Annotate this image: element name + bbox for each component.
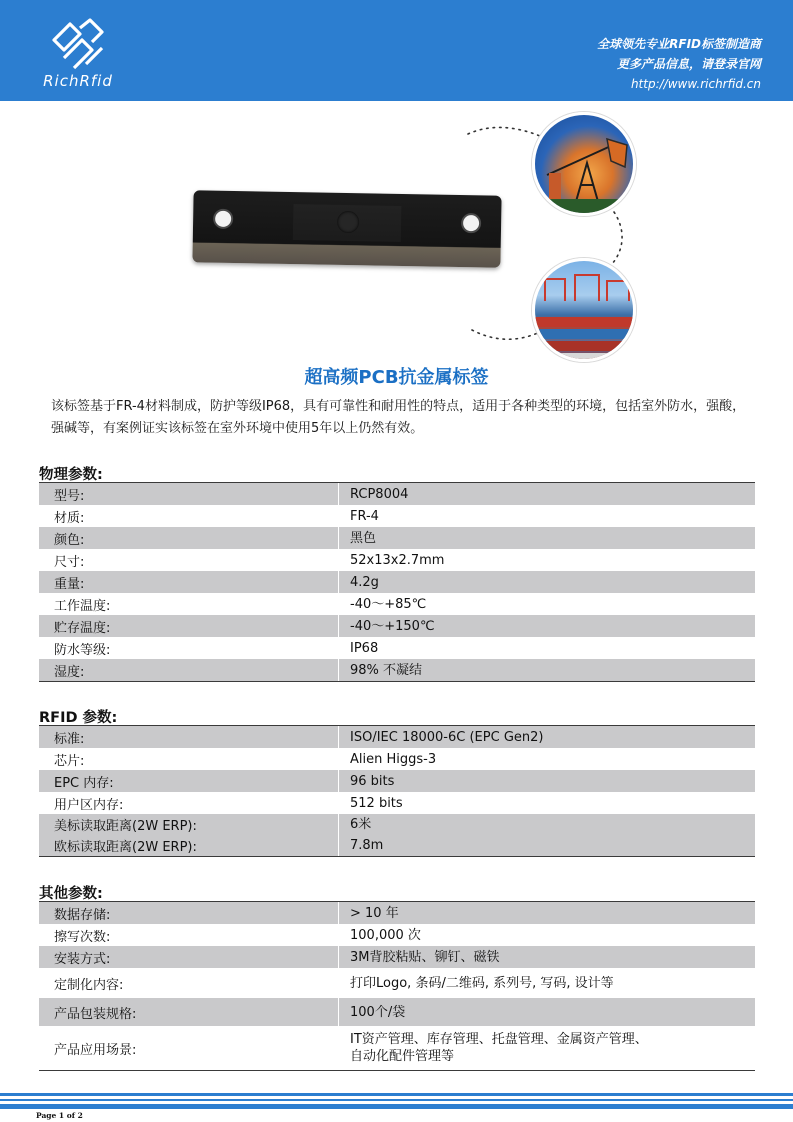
table-row (39, 571, 755, 593)
row-key: 型号: (39, 483, 339, 505)
footer-lines (0, 1093, 793, 1109)
row-key: 颜色: (39, 527, 339, 549)
row-key: 欧标读取距离(2W ERP): (39, 834, 339, 856)
table-row (39, 814, 755, 834)
row-value: -40～+85℃ (350, 596, 427, 612)
row-value (339, 1026, 755, 1070)
physical-heading: 物理参数: (39, 467, 103, 483)
row-key: EPC 内存: (39, 770, 339, 792)
row-key: 材质: (39, 505, 339, 527)
row-key: 防水等级: (39, 637, 339, 659)
row-key: 数据存储: (39, 902, 339, 924)
row-value: 100,000 次 (350, 927, 421, 943)
table-row (39, 924, 755, 946)
header-slogan: 全球领先专业RFID标签制造商 (597, 37, 761, 51)
table-row (39, 549, 755, 571)
row-value: 98% 不凝结 (350, 662, 423, 678)
row-key: 美标读取距离(2W ERP): (39, 814, 339, 834)
table-row (39, 792, 755, 814)
logo-text: RichRfid (43, 72, 113, 90)
row-value: 3M背胶粘贴、铆钉、磁铁 (350, 949, 500, 965)
row-key: 工作温度: (39, 593, 339, 615)
product-title: 超高频PCB抗金属标签 (304, 367, 489, 388)
table-row (39, 770, 755, 792)
row-key: 芯片: (39, 748, 339, 770)
row-value: 100个/袋 (350, 1004, 406, 1020)
table-row (39, 615, 755, 637)
row-key: 安装方式: (39, 946, 339, 968)
row-value: 7.8m (350, 837, 384, 853)
row-key: 重量: (39, 571, 339, 593)
port-containers-photo (532, 258, 636, 362)
row-value: > 10 年 (350, 905, 399, 921)
table-row (39, 902, 755, 924)
rfid-table (39, 725, 755, 857)
page-number: Page 1 of 2 (36, 1111, 83, 1120)
row-value: 6米 (350, 816, 372, 832)
row-key: 用户区内存: (39, 792, 339, 814)
table-row (39, 726, 755, 748)
header-more-info: 更多产品信息，请登录官网 (616, 57, 761, 71)
row-value-line: IT资产管理、库存管理、托盘管理、金属资产管理、 (350, 1032, 648, 1047)
table-row (39, 637, 755, 659)
row-key: 产品应用场景: (39, 1026, 339, 1070)
table-row (39, 483, 755, 505)
row-key: 定制化内容: (39, 968, 339, 998)
row-value: 52x13x2.7mm (350, 552, 445, 568)
other-table (39, 901, 755, 1071)
row-value: 打印Logo, 条码/二维码, 系列号, 写码, 设计等 (350, 975, 614, 991)
other-heading: 其他参数: (39, 886, 103, 902)
rfid-heading: RFID 参数: (39, 710, 118, 726)
row-value-line: 自动化配件管理等 (350, 1049, 455, 1064)
tag-hole-right (461, 213, 481, 233)
row-value: 512 bits (350, 795, 403, 811)
table-row (39, 527, 755, 549)
oil-pump-photo (532, 112, 636, 216)
row-key: 标准: (39, 726, 339, 748)
row-value: Alien Higgs-3 (350, 751, 437, 767)
row-value: ISO/IEC 18000-6C (EPC Gen2) (350, 729, 544, 745)
table-row (39, 968, 755, 998)
row-key: 产品包装规格: (39, 998, 339, 1026)
header-url[interactable]: http://www.richrfid.cn (630, 77, 761, 91)
row-value: IP68 (350, 640, 379, 656)
product-description: 该标签基于FR-4材料制成，防护等级IP68，具有可靠性和耐用性的特点，适用于各种类型的环境，包括室外防水，强酸，强碱等，有案例证实该标签在室外环境中使用5年以上仍然有效。 (51, 399, 746, 436)
table-row (39, 998, 755, 1026)
table-row (39, 946, 755, 968)
table-row (39, 748, 755, 770)
product-tag-image (192, 190, 501, 267)
dotted-connector (0, 0, 793, 360)
table-row (39, 1026, 755, 1070)
physical-table (39, 482, 755, 682)
row-key: 湿度: (39, 659, 339, 681)
row-value: RCP8004 (350, 486, 409, 502)
row-value: -40～+150℃ (350, 618, 435, 634)
row-key: 擦写次数: (39, 924, 339, 946)
row-value: FR-4 (350, 508, 379, 524)
row-value: 4.2g (350, 574, 379, 590)
table-row (39, 659, 755, 681)
table-row (39, 593, 755, 615)
row-value: 黑色 (350, 530, 377, 546)
row-value: 96 bits (350, 773, 395, 789)
tag-hole-left (213, 209, 233, 229)
row-key: 贮存温度: (39, 615, 339, 637)
row-key: 尺寸: (39, 549, 339, 571)
table-row (39, 834, 755, 856)
table-row (39, 505, 755, 527)
